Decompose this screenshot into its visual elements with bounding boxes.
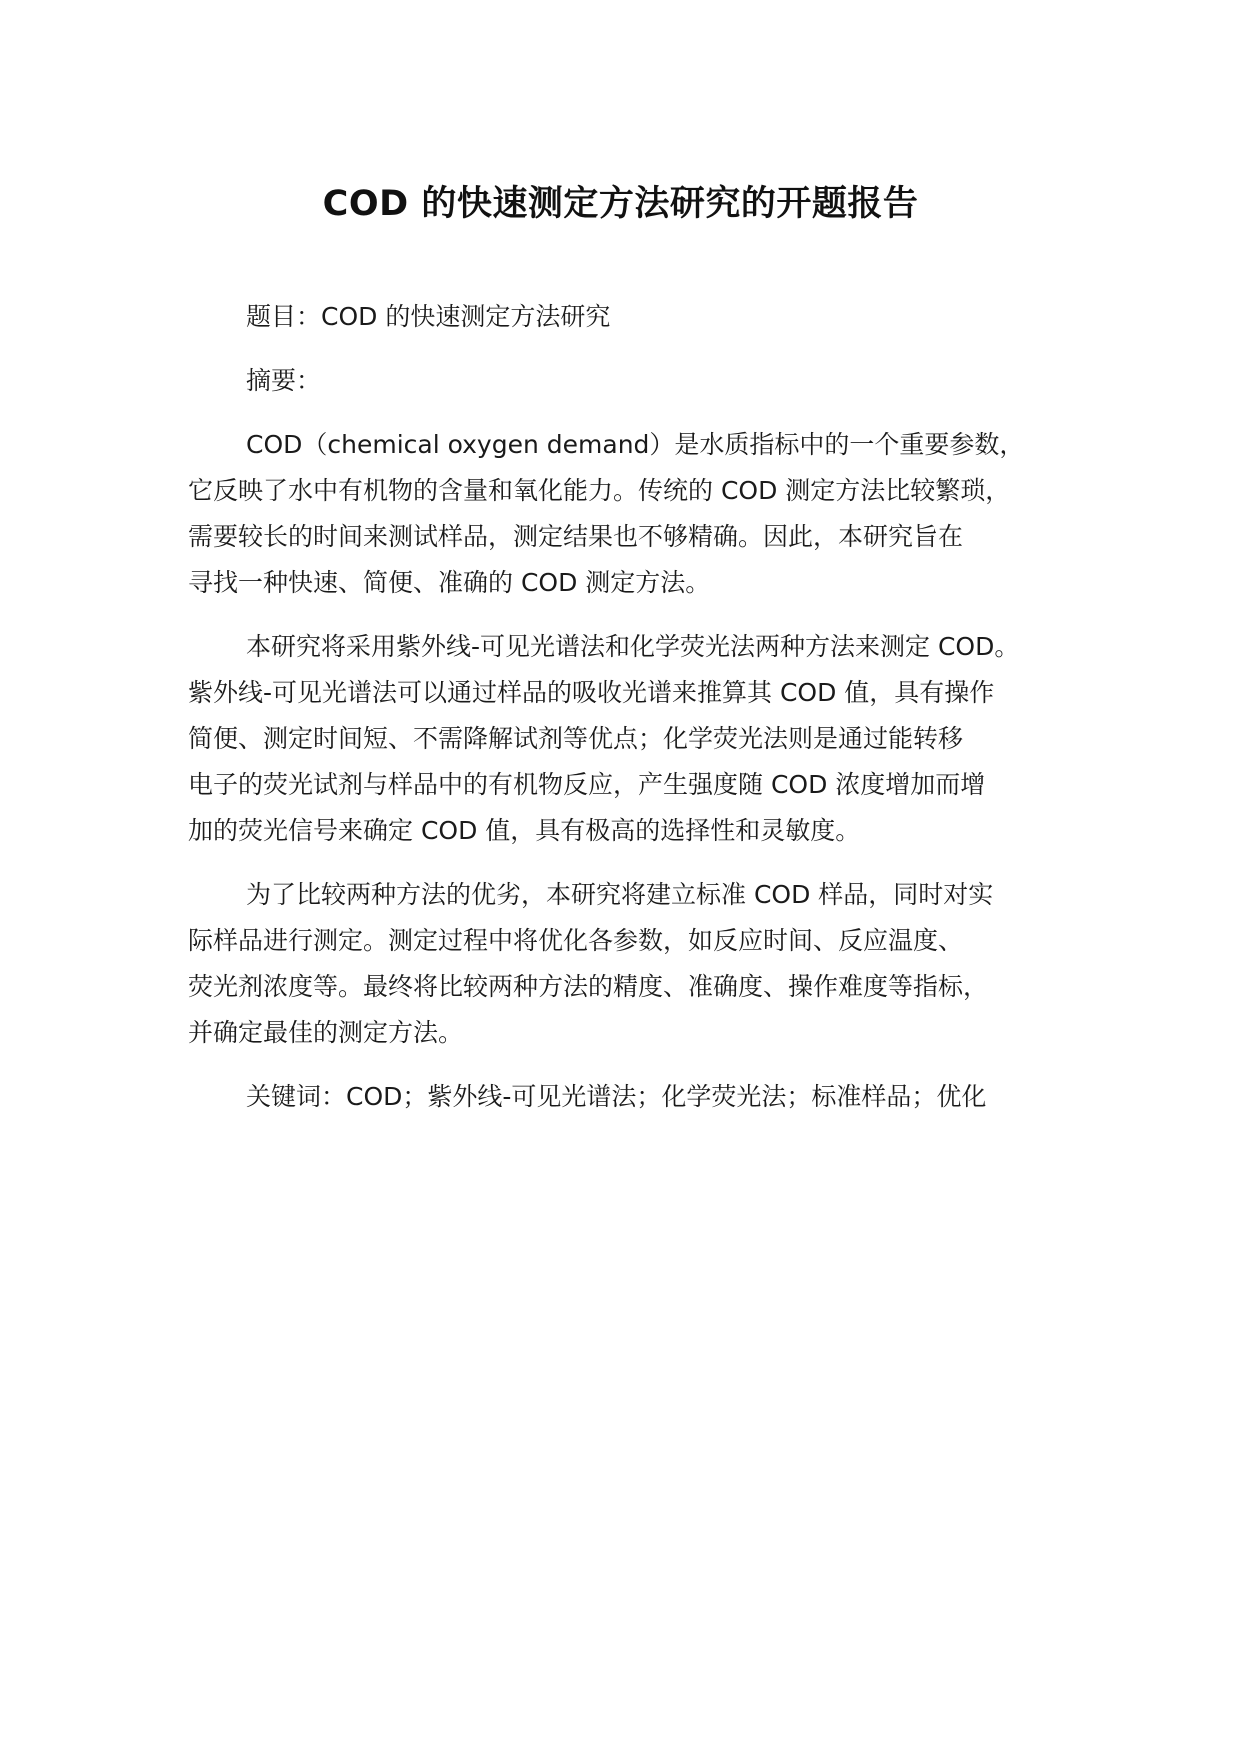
- abstract-paragraph-2: [188, 624, 1088, 854]
- keywords-line: 关键词：COD；紫外线-可见光谱法；化学荧光法；标准样品；优化: [246, 1082, 987, 1111]
- abstract-paragraph-1: [188, 422, 1088, 606]
- abstract-paragraph-3: [188, 872, 1088, 1056]
- paragraph-line: 它反映了水中有机物的含量和氧化能力。传统的 COD 测定方法比较繁琐，: [188, 476, 1011, 505]
- paragraph-line: 需要较长的时间来测试样品，测定结果也不够精确。因此，本研究旨在: [188, 522, 964, 551]
- paragraph-line: 简便、测定时间短、不需降解试剂等优点；化学荧光法则是通过能转移: [188, 724, 964, 753]
- document-title: COD 的快速测定方法研究的开题报告: [322, 184, 919, 224]
- document-body: [188, 294, 1088, 1138]
- keywords-paragraph: [188, 1074, 1088, 1120]
- abstract-heading-paragraph: [188, 358, 1088, 404]
- topic-line: 题目：COD 的快速测定方法研究: [246, 302, 611, 331]
- paragraph-line: 荧光剂浓度等。最终将比较两种方法的精度、准确度、操作难度等指标，: [188, 972, 989, 1001]
- paragraph-line: 电子的荧光试剂与样品中的有机物反应，产生强度随 COD 浓度增加而增: [188, 770, 986, 799]
- topic-paragraph: [188, 294, 1088, 340]
- paragraph-line: 本研究将采用紫外线-可见光谱法和化学荧光法两种方法来测定 COD。: [246, 632, 1020, 661]
- paragraph-line: 紫外线-可见光谱法可以通过样品的吸收光谱来推算其 COD 值，具有操作: [188, 678, 995, 707]
- paragraph-line: 为了比较两种方法的优劣，本研究将建立标准 COD 样品，同时对实: [246, 880, 994, 909]
- paragraph-line: 寻找一种快速、简便、准确的 COD 测定方法。: [188, 568, 711, 597]
- paragraph-line: 际样品进行测定。测定过程中将优化各参数，如反应时间、反应温度、: [188, 926, 964, 955]
- paragraph-line: COD（chemical oxygen demand）是水质指标中的一个重要参数，: [246, 430, 1025, 459]
- paragraph-line: 并确定最佳的测定方法。: [188, 1018, 464, 1047]
- paragraph-line: 加的荧光信号来确定 COD 值，具有极高的选择性和灵敏度。: [188, 816, 861, 845]
- abstract-heading: 摘要：: [246, 366, 322, 395]
